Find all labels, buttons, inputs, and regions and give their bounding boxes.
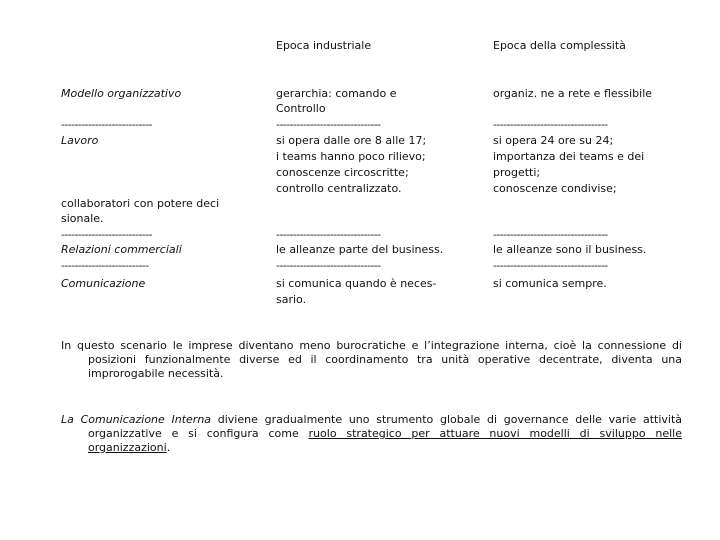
complexity-line: progetti; (493, 166, 541, 179)
separator: --------------------------- (61, 118, 152, 131)
separator: ---------------------------------- (493, 259, 608, 272)
industrial-line: gerarchia: comando e (276, 87, 397, 100)
collaboratori-line1: collaboratori con potere deci (61, 197, 220, 210)
label-modello-organizzativo: Modello organizzativo (61, 87, 182, 100)
paragraph2-underlined: ruolo strategico per attuare nuovi modelli di sviluppo nelle organizzazioni (88, 427, 682, 454)
separator: --------------------------- (61, 228, 152, 241)
separator: ---------------------------------- (493, 228, 608, 241)
complexity-line: organiz. ne a rete e flessibile (493, 87, 653, 100)
label-comunicazione: Comunicazione (61, 277, 146, 290)
industrial-line: si comunica quando è neces- (276, 277, 437, 290)
complexity-line: si opera 24 ore su 24; (493, 134, 614, 147)
paragraph-comunicazione-interna (61, 413, 682, 455)
header-industrial: Epoca industriale (276, 39, 372, 52)
label-lavoro: Lavoro (61, 134, 99, 147)
label-relazioni-commerciali: Relazioni commerciali (61, 243, 182, 256)
industrial-line: i teams hanno poco rilievo; (276, 150, 426, 163)
header-complexity: Epoca della complessità (493, 39, 626, 52)
complexity-line: importanza dei teams e dei (493, 150, 645, 163)
industrial-line: controllo centralizzato. (276, 182, 402, 195)
paragraph2-end: . (166, 441, 171, 454)
collaboratori-line2: sionale. (61, 212, 104, 225)
complexity-line: si comunica sempre. (493, 277, 607, 290)
separator: ------------------------------- (276, 118, 381, 131)
industrial-line: sario. (276, 293, 307, 306)
industrial-line: si opera dalle ore 8 alle 17; (276, 134, 427, 147)
paragraph-scenario: In questo scenario le imprese diventano meno burocratiche e l’integrazione interna, cioè la connessione di posizioni funzionalmente diverse ed il coordinamento tra unità operative decentrate, diventa una improrogabile necessità. (61, 339, 682, 380)
complexity-line: conoscenze condivise; (493, 182, 617, 195)
comunicazione-interna-term: La Comunicazione Interna (61, 413, 212, 426)
separator: -------------------------- (61, 259, 149, 272)
complexity-line: le alleanze sono il business. (493, 243, 647, 256)
separator: ------------------------------- (276, 259, 381, 272)
separator: ------------------------------- (276, 228, 381, 241)
industrial-line: le alleanze parte del business. (276, 243, 444, 256)
separator: ---------------------------------- (493, 118, 608, 131)
industrial-line: conoscenze circoscritte; (276, 166, 409, 179)
industrial-line: Controllo (276, 102, 326, 115)
paragraph2-text: diviene gradualmente uno strumento globale di governance delle varie attività organizzative e si configura come (88, 413, 682, 440)
